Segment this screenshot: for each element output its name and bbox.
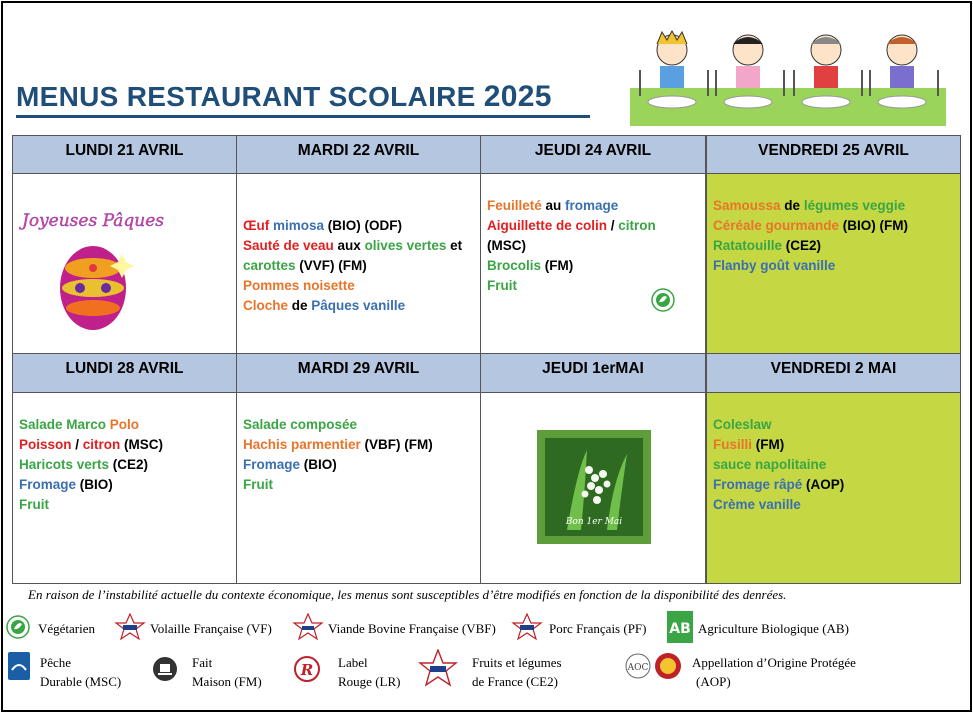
title-text: MENUS RESTAURANT SCOLAIRE xyxy=(16,81,484,112)
menu-line: Pommes noisette xyxy=(243,278,355,293)
menu-line: Fruit xyxy=(19,497,49,512)
day-header: VENDREDI 25 AVRIL xyxy=(706,135,961,174)
easter-greeting: Joyeuses Pâques xyxy=(22,211,165,231)
menu-line: Feuilleté au fromage xyxy=(487,198,619,213)
day-header: MARDI 22 AVRIL xyxy=(236,135,481,174)
day-header: VENDREDI 2 MAI xyxy=(706,353,961,393)
fruits-legumes-icon xyxy=(418,649,458,689)
legend-msc: Pêche Durable (MSC) xyxy=(40,655,122,689)
menu-line: Coleslaw xyxy=(713,417,772,432)
legend-french-beef: Viande Bovine Française (VBF) xyxy=(328,621,496,636)
day-cell-jeudi-24 xyxy=(480,173,706,354)
title-year: 2025 xyxy=(483,80,552,113)
day-cell-mardi-22 xyxy=(236,173,481,354)
menu-line: Fruit xyxy=(487,278,517,293)
svg-text:R: R xyxy=(300,661,314,679)
label-rouge-icon xyxy=(294,656,320,682)
menu-line: Haricots verts (CE2) xyxy=(19,457,149,472)
menu-line: Fromage (BIO) xyxy=(19,477,113,492)
menu-line: Poisson / citron (MSC) xyxy=(19,437,164,452)
day-header: MARDI 29 AVRIL xyxy=(236,353,481,393)
menu-line: Fromage râpé (AOP) xyxy=(713,477,845,492)
easter-egg-image xyxy=(18,206,178,336)
menu-line: Cloche de Pâques vanille xyxy=(243,298,406,313)
menu-line: Salade composée xyxy=(243,417,358,432)
french-beef-icon xyxy=(292,613,324,643)
legend-homemade: Fait Maison (FM) xyxy=(192,655,262,689)
day-cell-vendredi-2-mai xyxy=(706,392,961,584)
menu-line: Hachis parmentier (VBF) (FM) xyxy=(243,437,433,452)
vegetarian-icon xyxy=(6,615,30,639)
legend-fruits-legumes: Fruits et légumes de France (CE2) xyxy=(472,655,562,689)
page-title xyxy=(16,80,552,114)
day-header: LUNDI 21 AVRIL xyxy=(12,135,237,174)
day-cell-lundi-28 xyxy=(12,392,237,584)
legend-french-pork: Porc Français (PF) xyxy=(549,621,647,636)
day-header: LUNDI 28 AVRIL xyxy=(12,353,237,393)
aop-icon xyxy=(624,652,686,680)
day-header: JEUDI 1erMAI xyxy=(480,353,706,393)
menu-line: Céréale gourmande (BIO) (FM) xyxy=(713,218,909,233)
menu-line: Crème vanille xyxy=(713,497,801,512)
menu-line: sauce napolitaine xyxy=(713,457,827,472)
legend-organic: Agriculture Biologique (AB) xyxy=(698,621,849,636)
menu-line: (MSC) xyxy=(487,238,526,253)
french-pork-icon xyxy=(510,613,544,641)
legend-vegetarian: Végétarien xyxy=(38,621,96,636)
day-cell-vendredi-25 xyxy=(706,173,961,354)
legend-french-poultry: Volaille Française (VF) xyxy=(150,621,272,636)
svg-text:AOC: AOC xyxy=(627,663,649,673)
may-greeting: Bon 1er Mai xyxy=(565,517,623,527)
column-divider xyxy=(705,135,707,584)
menu-line: Samoussa de légumes veggie xyxy=(713,198,906,213)
menu-line: Brocolis (FM) xyxy=(487,258,574,273)
menu-line: Fromage (BIO) xyxy=(243,457,337,472)
child-1 xyxy=(657,31,687,88)
day-cell-lundi-21 xyxy=(12,173,237,354)
organic-ab-icon xyxy=(667,611,693,643)
children-dining-illustration xyxy=(630,30,946,126)
child-4 xyxy=(887,35,917,88)
menu-line: Fruit xyxy=(243,477,273,492)
menu-line: Salade Marco Polo xyxy=(19,417,140,432)
menu-line: Œuf mimosa (BIO) (ODF) xyxy=(243,218,403,233)
menu-grid xyxy=(12,135,735,584)
french-poultry-icon xyxy=(114,613,146,641)
msc-icon xyxy=(8,652,30,680)
day-cell-mardi-29 xyxy=(236,392,481,584)
menu-line: Sauté de veau aux olives vertes et xyxy=(243,238,463,253)
title-underline xyxy=(16,115,590,118)
menu-line: Fusilli (FM) xyxy=(713,437,785,452)
menu-line: Flanby goût vanille xyxy=(713,258,836,273)
vegetarian-icon xyxy=(651,288,675,312)
svg-text:AB: AB xyxy=(669,621,691,637)
legend-aop: Appellation d’Origine Protégée (AOP) xyxy=(692,655,856,689)
homemade-icon xyxy=(152,656,178,682)
child-3 xyxy=(811,35,841,88)
disclaimer-note: En raison de l’instabilité actuelle du contexte économique, les menus sont susceptibles d’être modifiés en fonction de la disponibilité des denrées. xyxy=(28,587,787,602)
menu-line: Ratatouille (CE2) xyxy=(713,238,822,253)
menu-line: carottes (VVF) (FM) xyxy=(243,258,367,273)
menu-line: Aiguillette de colin / citron xyxy=(487,218,656,233)
child-2 xyxy=(733,35,763,88)
legend-label-rouge: Label Rouge (LR) xyxy=(338,655,401,689)
day-cell-jeudi-1-mai xyxy=(480,392,706,584)
lily-of-the-valley-image xyxy=(537,430,651,544)
day-header: JEUDI 24 AVRIL xyxy=(480,135,706,174)
